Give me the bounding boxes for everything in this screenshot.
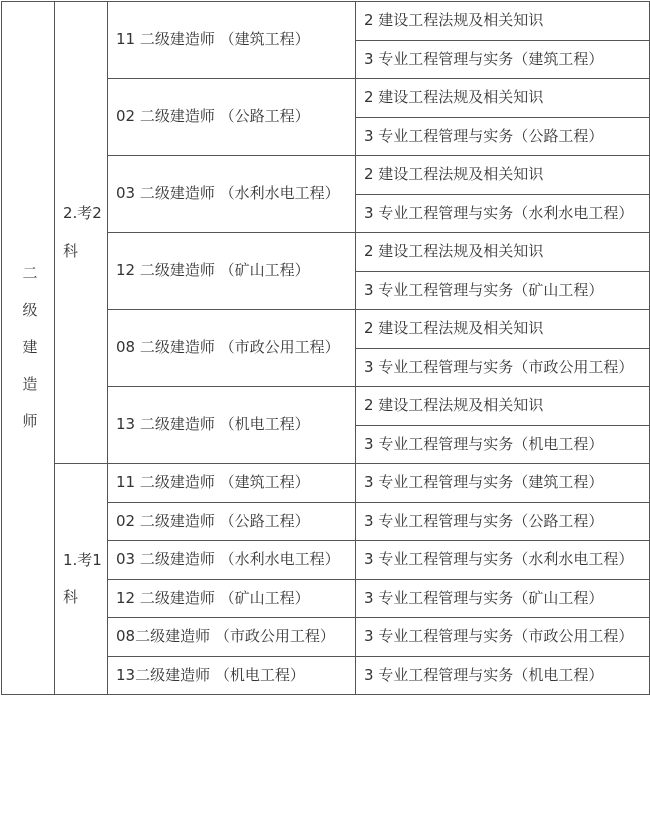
subject-cell: 3 专业工程管理与实务（矿山工程） [356,271,650,310]
subject-cell: 3 专业工程管理与实务（矿山工程） [356,579,650,618]
subject-cell: 3 专业工程管理与实务（水利水电工程） [356,194,650,233]
subject-cell: 2 建设工程法规及相关知识 [356,2,650,41]
exam-subject-table [1,1,650,695]
level-label: 二级建造师 [22,264,38,431]
subject-cell: 3 专业工程管理与实务（机电工程） [356,425,650,464]
major-cell: 12 二级建造师 （矿山工程） [108,233,356,310]
level-cell [2,2,55,695]
major-cell: 13二级建造师 （机电工程） [108,656,356,695]
major-cell: 02 二级建造师 （公路工程） [108,79,356,156]
table-row [2,2,650,41]
major-cell: 03 二级建造师 （水利水电工程） [108,156,356,233]
major-cell: 13 二级建造师 （机电工程） [108,387,356,464]
subject-cell: 3 专业工程管理与实务（公路工程） [356,502,650,541]
subject-cell: 2 建设工程法规及相关知识 [356,310,650,349]
subject-cell: 3 专业工程管理与实务（水利水电工程） [356,541,650,580]
table-row [2,464,650,503]
major-cell: 11 二级建造师 （建筑工程） [108,2,356,79]
subject-cell: 3 专业工程管理与实务（市政公用工程） [356,348,650,387]
major-cell: 08二级建造师 （市政公用工程） [108,618,356,657]
subject-cell: 2 建设工程法规及相关知识 [356,387,650,426]
major-cell: 03 二级建造师 （水利水电工程） [108,541,356,580]
subject-count-cell: 1.考1科 [55,464,108,695]
subject-cell: 2 建设工程法规及相关知识 [356,156,650,195]
subject-cell: 2 建设工程法规及相关知识 [356,79,650,118]
subject-count-cell: 2.考2科 [55,2,108,464]
major-cell: 02 二级建造师 （公路工程） [108,502,356,541]
subject-cell: 3 专业工程管理与实务（公路工程） [356,117,650,156]
major-cell: 12 二级建造师 （矿山工程） [108,579,356,618]
subject-cell: 3 专业工程管理与实务（建筑工程） [356,40,650,79]
major-cell: 08 二级建造师 （市政公用工程） [108,310,356,387]
subject-cell: 3 专业工程管理与实务（建筑工程） [356,464,650,503]
subject-cell: 3 专业工程管理与实务（市政公用工程） [356,618,650,657]
subject-cell: 2 建设工程法规及相关知识 [356,233,650,272]
subject-cell: 3 专业工程管理与实务（机电工程） [356,656,650,695]
major-cell: 11 二级建造师 （建筑工程） [108,464,356,503]
